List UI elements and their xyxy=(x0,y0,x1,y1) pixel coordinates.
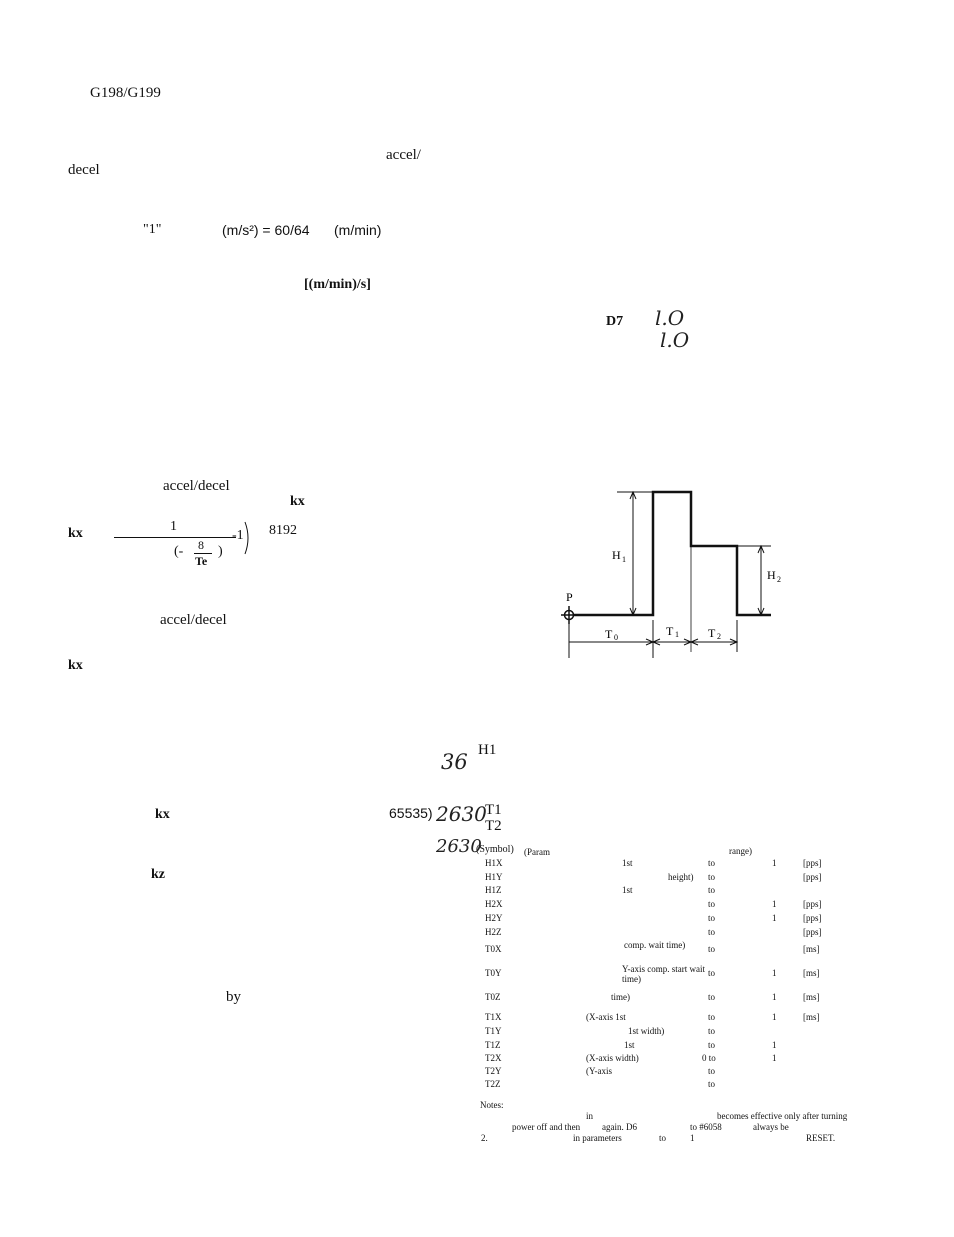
t0-subscript: 0 xyxy=(614,633,618,642)
unit-bracket: [(m/min)/s] xyxy=(304,277,371,292)
param-range-to: to xyxy=(708,1066,716,1076)
note1-part-f: always be xyxy=(753,1122,789,1132)
note2-part-c: 1 xyxy=(690,1133,695,1143)
param-symbol: T2Y xyxy=(485,1066,502,1076)
param-unit: [ms] xyxy=(803,1012,820,1022)
note1-part-a: in xyxy=(586,1111,594,1121)
param-range-value: 1 xyxy=(772,968,777,978)
note2-part-b: to xyxy=(659,1133,667,1143)
unit-m-per-min: (m/min) xyxy=(334,222,382,238)
h1-param-label: H1 xyxy=(478,742,497,758)
note2-part-a: in parameters xyxy=(573,1133,622,1143)
kx-label-1: kx xyxy=(290,494,305,509)
param-range-to: to xyxy=(708,1079,716,1089)
formula-paren-close: ) xyxy=(218,544,223,559)
param-range-to: to xyxy=(708,968,716,978)
param-symbol: T0Z xyxy=(485,992,501,1002)
kx-label-3: kx xyxy=(155,807,170,822)
t0-label: T xyxy=(605,627,613,641)
param-range-to: to xyxy=(708,944,716,954)
param-symbol: H1Z xyxy=(485,885,502,895)
param-unit: [ms] xyxy=(803,968,820,978)
param-range-to: to xyxy=(708,1012,716,1022)
param-range-to: to xyxy=(708,1026,716,1036)
table-header-symbol: (Symbol) xyxy=(476,844,514,855)
param-symbol: H1Y xyxy=(485,872,503,882)
kx-formula-lhs: kx xyxy=(68,526,83,541)
t1-handwritten-value: 2630 xyxy=(436,802,487,826)
param-description: time) xyxy=(611,992,630,1002)
quote-one: "1" xyxy=(143,222,162,237)
accel-decel-label-2: accel/decel xyxy=(160,612,227,628)
kz-label: kz xyxy=(151,867,165,882)
h1-handwritten-value: 36 xyxy=(441,750,468,774)
d7-label: D7 xyxy=(606,314,624,329)
param-symbol: H2Z xyxy=(485,927,502,937)
param-unit: [pps] xyxy=(803,913,822,923)
h2-label: H xyxy=(767,568,776,582)
t1-label: T xyxy=(666,624,674,638)
t2-subscript: 2 xyxy=(717,632,721,641)
param-range-to: to xyxy=(708,992,716,1002)
param-symbol: H1X xyxy=(485,858,503,868)
t1-param-label: T1 xyxy=(485,802,502,818)
param-range-value: 1 xyxy=(772,858,777,868)
param-symbol: T1Y xyxy=(485,1026,502,1036)
formula-bracket xyxy=(242,520,254,556)
h1-subscript: 1 xyxy=(622,555,626,564)
param-range-value: 1 xyxy=(772,1053,777,1063)
param-range-to: 0 to xyxy=(702,1053,716,1063)
param-range-value: 1 xyxy=(772,1040,777,1050)
note2-number: 2. xyxy=(481,1133,488,1143)
kx-label-2: kx xyxy=(68,658,83,673)
h1-label: H xyxy=(612,548,621,562)
g-code-label: G198/G199 xyxy=(90,85,161,101)
param-symbol: H2Y xyxy=(485,913,503,923)
param-unit: [pps] xyxy=(803,872,822,882)
pulse-waveform xyxy=(569,492,771,615)
param-description: 1st xyxy=(624,1040,635,1050)
param-description: comp. wait time) xyxy=(624,940,686,950)
notes-label: Notes: xyxy=(480,1100,504,1110)
d7-handwritten-value-2: l.O xyxy=(660,328,690,352)
param-range-to: to xyxy=(708,913,716,923)
param-symbol: T0Y xyxy=(485,968,502,978)
note2-part-d: RESET. xyxy=(806,1133,836,1143)
param-range-to: to xyxy=(708,858,716,868)
param-range-value: 1 xyxy=(772,913,777,923)
point-p-label: P xyxy=(566,590,573,604)
param-unit: [pps] xyxy=(803,927,822,937)
param-symbol: T0X xyxy=(485,944,502,954)
param-description: height) xyxy=(668,872,694,882)
param-description: 1st xyxy=(622,885,633,895)
note1-part-e: to #6058 xyxy=(690,1122,722,1132)
d7-handwritten-value-1: l.O xyxy=(655,306,685,330)
note1-part-d: again. D6 xyxy=(602,1122,637,1132)
symbol-handwritten-value: 2630 xyxy=(436,836,482,857)
param-description: (Y-axis xyxy=(586,1066,612,1076)
range-65535: 65535) xyxy=(389,805,433,821)
param-range-to: to xyxy=(708,872,716,882)
by-word: by xyxy=(226,989,241,1005)
param-unit: [ms] xyxy=(803,992,820,1002)
param-symbol: H2X xyxy=(485,899,503,909)
param-unit: [pps] xyxy=(803,858,822,868)
param-symbol: T2X xyxy=(485,1053,502,1063)
param-description: Y-axis comp. start wait time) xyxy=(622,964,705,984)
param-range-value: 1 xyxy=(772,1012,777,1022)
accel-conversion-formula: (m/s²) = 60/64 xyxy=(222,222,310,238)
param-range-value: 1 xyxy=(772,899,777,909)
formula-paren-open: (- xyxy=(174,544,184,559)
decel-word: decel xyxy=(68,162,100,178)
param-description: (X-axis 1st xyxy=(586,1012,626,1022)
formula-minus-one: -1 xyxy=(232,528,244,543)
param-symbol: T1X xyxy=(485,1012,502,1022)
param-symbol: T2Z xyxy=(485,1079,501,1089)
h2-subscript: 2 xyxy=(777,575,781,584)
table-header-param: (Param xyxy=(524,847,550,857)
table-header-range: range) xyxy=(729,846,752,856)
param-description: 1st xyxy=(622,858,633,868)
formula-8192: 8192 xyxy=(269,523,297,538)
param-range-to: to xyxy=(708,885,716,895)
t1-subscript: 1 xyxy=(675,630,679,639)
param-unit: [ms] xyxy=(803,944,820,954)
accel-decel-label-1: accel/decel xyxy=(163,478,230,494)
param-description: (X-axis width) xyxy=(586,1053,639,1063)
param-range-value: 1 xyxy=(772,992,777,1002)
accel-word: accel/ xyxy=(386,147,421,163)
fraction-bar xyxy=(114,537,236,538)
param-symbol: T1Z xyxy=(485,1040,501,1050)
param-range-to: to xyxy=(708,899,716,909)
param-range-to: to xyxy=(708,1040,716,1050)
formula-te: Te xyxy=(195,554,208,568)
note1-part-b: becomes effective only after turning xyxy=(717,1111,848,1121)
t2-param-label: T2 xyxy=(485,818,502,834)
t2-label: T xyxy=(708,626,716,640)
note1-part-c: power off and then xyxy=(512,1122,581,1132)
param-description: 1st width) xyxy=(628,1026,665,1036)
param-range-to: to xyxy=(708,927,716,937)
pulse-timing-diagram xyxy=(555,480,785,665)
formula-numerator: 1 xyxy=(170,519,177,534)
param-unit: [pps] xyxy=(803,899,822,909)
formula-eight: 8 xyxy=(198,538,204,552)
